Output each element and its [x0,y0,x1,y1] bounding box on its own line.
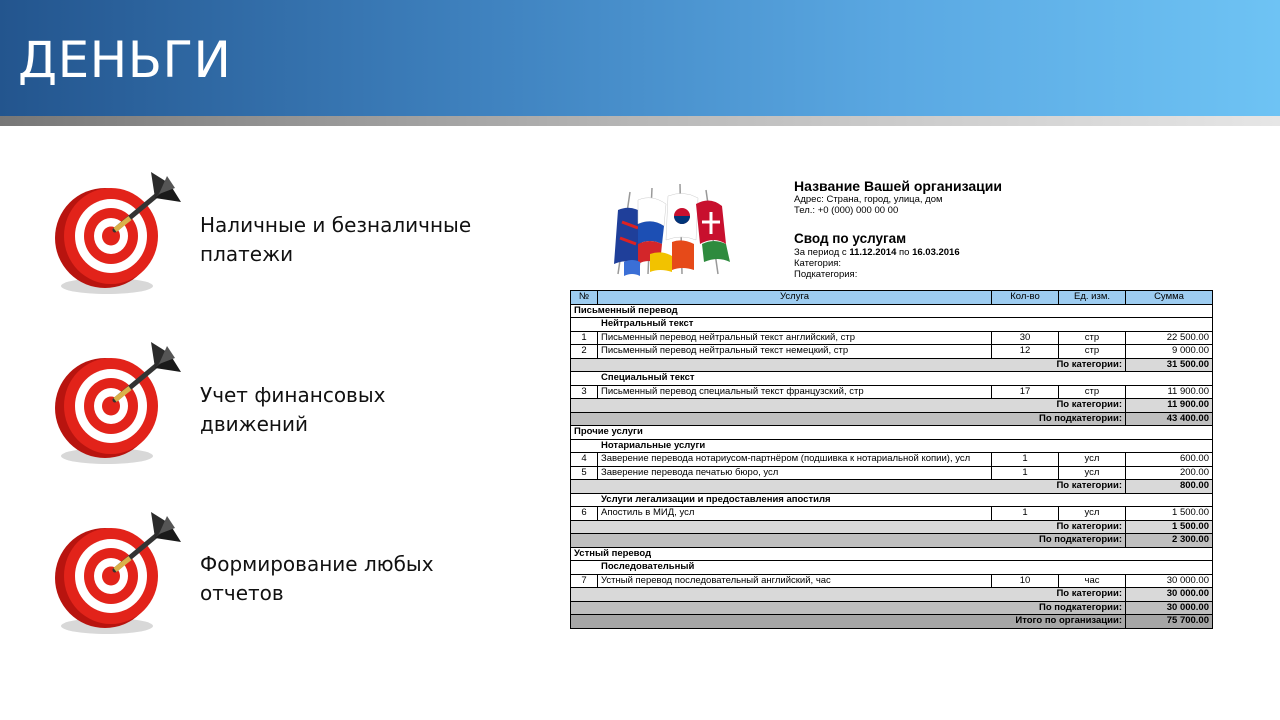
feature-accounting [200,381,500,439]
total-label: По категории: [571,399,1126,413]
flags-image [610,182,740,278]
subgroup-label: Специальный текст [571,372,1213,386]
row-num: 6 [571,507,598,521]
subcategory-total-row [571,412,1213,426]
feature-payments [200,211,500,269]
table-row [571,466,1213,480]
row-unit: усл [1059,466,1126,480]
group-row [571,304,1213,318]
row-sum: 30 000.00 [1126,574,1213,588]
row-service: Устный перевод последовательный английский, час [598,574,992,588]
feature-payments-line1: Наличные и безналичные [200,213,472,237]
row-qty: 1 [992,507,1059,521]
total-value: 43 400.00 [1126,412,1213,426]
total-label: По подкатегории: [571,601,1126,615]
total-value: 30 000.00 [1126,601,1213,615]
total-label: По категории: [571,588,1126,602]
period-mid: по [896,247,913,258]
grand-total-row [571,615,1213,629]
org-name: Название Вашей организации [794,178,1002,194]
row-qty: 1 [992,453,1059,467]
category-total-row [571,520,1213,534]
feature-reports-line2: отчетов [200,581,284,605]
subgroup-row [571,318,1213,332]
col-service: Услуга [598,291,992,305]
feature-accounting-line1: Учет финансовых [200,383,386,407]
subgroup-row [571,372,1213,386]
report-period [794,247,1002,258]
subgroup-row [571,561,1213,575]
table-row [571,345,1213,359]
period-from: 11.12.2014 [849,247,897,258]
row-qty: 1 [992,466,1059,480]
category-total-row [571,480,1213,494]
subgroup-label: Последовательный [571,561,1213,575]
group-row [571,426,1213,440]
total-value: 800.00 [1126,480,1213,494]
row-service: Заверение перевода печатью бюро, усл [598,466,992,480]
row-qty: 12 [992,345,1059,359]
row-service: Апостиль в МИД, усл [598,507,992,521]
total-value: 1 500.00 [1126,520,1213,534]
row-service: Письменный перевод нейтральный текст немецкий, стр [598,345,992,359]
total-label: По подкатегории: [571,412,1126,426]
feature-payments-line2: платежи [200,242,294,266]
header-divider [0,116,1280,126]
feature-reports-line1: Формирование любых [200,552,434,576]
org-phone: Тел.: +0 (000) 000 00 00 [794,205,899,216]
row-num: 7 [571,574,598,588]
table-row [571,574,1213,588]
services-table [570,290,1213,629]
table-row [571,507,1213,521]
row-sum: 11 900.00 [1126,385,1213,399]
row-service: Заверение перевода нотариусом-партнёром (подшивка к нотариальной копии), усл [598,453,992,467]
row-qty: 17 [992,385,1059,399]
col-sum: Сумма [1126,291,1213,305]
total-value: 2 300.00 [1126,534,1213,548]
row-unit: стр [1059,385,1126,399]
row-unit: час [1059,574,1126,588]
slide-title: ДЕНЬГИ [18,31,232,89]
col-qty: Кол-во [992,291,1059,305]
row-sum: 600.00 [1126,453,1213,467]
row-service: Письменный перевод специальный текст французский, стр [598,385,992,399]
total-label: Итого по организации: [571,615,1126,629]
row-sum: 9 000.00 [1126,345,1213,359]
total-label: По подкатегории: [571,534,1126,548]
row-service: Письменный перевод нейтральный текст английский, стр [598,331,992,345]
subgroup-label: Услуги легализации и предоставления апостиля [571,493,1213,507]
table-row [571,453,1213,467]
report-category: Категория: [794,258,842,269]
row-sum: 200.00 [1126,466,1213,480]
total-value: 11 900.00 [1126,399,1213,413]
period-to: 16.03.2016 [912,247,960,258]
row-sum: 1 500.00 [1126,507,1213,521]
group-row [571,547,1213,561]
subcategory-total-row [571,534,1213,548]
row-num: 1 [571,331,598,345]
subgroup-label: Нотариальные услуги [571,439,1213,453]
table-header-row [571,291,1213,305]
subgroup-label: Нейтральный текст [571,318,1213,332]
category-total-row [571,588,1213,602]
table-row [571,385,1213,399]
row-num: 4 [571,453,598,467]
target-icon [55,508,189,638]
subcategory-total-row [571,601,1213,615]
total-value: 31 500.00 [1126,358,1213,372]
category-total-row [571,358,1213,372]
table-row [571,331,1213,345]
row-num: 2 [571,345,598,359]
subgroup-row [571,439,1213,453]
target-icon [55,168,189,298]
total-label: По категории: [571,520,1126,534]
row-unit: усл [1059,507,1126,521]
group-label: Письменный перевод [571,304,1213,318]
org-address: Адрес: Страна, город, улица, дом [794,194,943,205]
col-num: № [571,291,598,305]
row-sum: 22 500.00 [1126,331,1213,345]
row-unit: стр [1059,345,1126,359]
row-unit: стр [1059,331,1126,345]
report-document [570,176,1212,630]
row-qty: 30 [992,331,1059,345]
feature-accounting-line2: движений [200,412,309,436]
subgroup-row [571,493,1213,507]
group-label: Прочие услуги [571,426,1213,440]
category-total-row [571,399,1213,413]
feature-reports [200,550,500,608]
period-prefix: За период с [794,247,850,258]
report-header [794,178,1002,280]
total-label: По категории: [571,480,1126,494]
total-label: По категории: [571,358,1126,372]
group-label: Устный перевод [571,547,1213,561]
row-unit: усл [1059,453,1126,467]
target-icon [55,338,189,468]
row-num: 5 [571,466,598,480]
report-title: Свод по услугам [794,231,907,246]
total-value: 75 700.00 [1126,615,1213,629]
col-unit: Ед. изм. [1059,291,1126,305]
row-qty: 10 [992,574,1059,588]
report-subcategory: Подкатегория: [794,269,858,280]
row-num: 3 [571,385,598,399]
total-value: 30 000.00 [1126,588,1213,602]
